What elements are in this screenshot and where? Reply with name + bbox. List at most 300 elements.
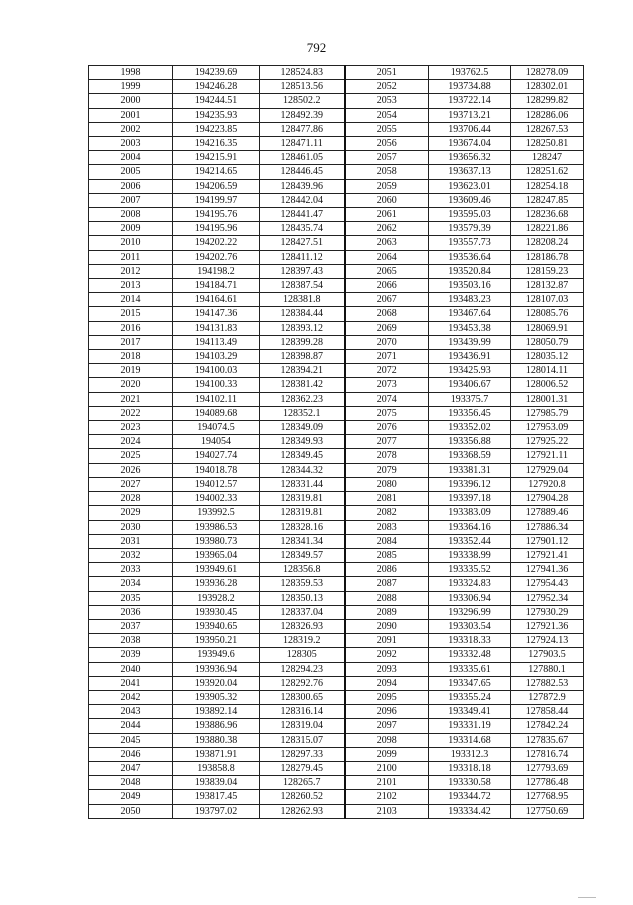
x-coordinate-left-cell: 193797.02 <box>173 804 260 818</box>
y-coordinate-right-cell: 128236.68 <box>511 208 584 222</box>
x-coordinate-left-cell: 193936.28 <box>173 577 260 591</box>
point-number-right-cell: 2070 <box>345 335 429 349</box>
y-coordinate-right-cell: 127793.69 <box>511 761 584 775</box>
point-number-right-cell: 2089 <box>345 605 429 619</box>
x-coordinate-left-cell: 193871.91 <box>173 747 260 761</box>
y-coordinate-right-cell: 127904.28 <box>511 492 584 506</box>
y-coordinate-left-cell: 128319.04 <box>260 719 345 733</box>
y-coordinate-right-cell: 127889.46 <box>511 506 584 520</box>
x-coordinate-left-cell: 194206.59 <box>173 179 260 193</box>
x-coordinate-left-cell: 193930.45 <box>173 605 260 619</box>
point-number-right-cell: 2057 <box>345 151 429 165</box>
x-coordinate-right-cell: 193335.61 <box>429 662 511 676</box>
point-number-left-cell: 2049 <box>89 790 173 804</box>
point-number-right-cell: 2086 <box>345 563 429 577</box>
y-coordinate-left-cell: 128262.93 <box>260 804 345 818</box>
x-coordinate-left-cell: 194102.11 <box>173 392 260 406</box>
x-coordinate-left-cell: 194012.57 <box>173 477 260 491</box>
y-coordinate-right-cell: 127882.53 <box>511 676 584 690</box>
x-coordinate-right-cell: 193637.13 <box>429 165 511 179</box>
x-coordinate-left-cell: 193950.21 <box>173 634 260 648</box>
point-number-right-cell: 2103 <box>345 804 429 818</box>
point-number-left-cell: 2043 <box>89 705 173 719</box>
x-coordinate-left-cell: 193892.14 <box>173 705 260 719</box>
point-number-left-cell: 2026 <box>89 463 173 477</box>
y-coordinate-left-cell: 128381.42 <box>260 378 345 392</box>
x-coordinate-left-cell: 194239.69 <box>173 66 260 80</box>
table-row <box>89 250 584 264</box>
point-number-right-cell: 2064 <box>345 250 429 264</box>
x-coordinate-right-cell: 193503.16 <box>429 279 511 293</box>
x-coordinate-left-cell: 194223.85 <box>173 122 260 136</box>
x-coordinate-left-cell: 193980.73 <box>173 534 260 548</box>
y-coordinate-right-cell: 128006.52 <box>511 378 584 392</box>
y-coordinate-left-cell: 128524.83 <box>260 66 345 80</box>
point-number-right-cell: 2102 <box>345 790 429 804</box>
point-number-right-cell: 2098 <box>345 733 429 747</box>
y-coordinate-left-cell: 128435.74 <box>260 222 345 236</box>
y-coordinate-left-cell: 128384.44 <box>260 307 345 321</box>
y-coordinate-left-cell: 128337.04 <box>260 605 345 619</box>
y-coordinate-left-cell: 128477.86 <box>260 122 345 136</box>
point-number-right-cell: 2087 <box>345 577 429 591</box>
y-coordinate-right-cell: 127930.29 <box>511 605 584 619</box>
x-coordinate-left-cell: 193858.8 <box>173 761 260 775</box>
table-row <box>89 534 584 548</box>
table-row <box>89 492 584 506</box>
y-coordinate-right-cell: 127924.13 <box>511 634 584 648</box>
x-coordinate-right-cell: 193536.64 <box>429 250 511 264</box>
x-coordinate-left-cell: 194018.78 <box>173 463 260 477</box>
table-row <box>89 165 584 179</box>
point-number-left-cell: 2027 <box>89 477 173 491</box>
y-coordinate-right-cell: 127750.69 <box>511 804 584 818</box>
point-number-right-cell: 2075 <box>345 406 429 420</box>
x-coordinate-left-cell: 194195.76 <box>173 208 260 222</box>
x-coordinate-right-cell: 193306.94 <box>429 591 511 605</box>
x-coordinate-left-cell: 194184.71 <box>173 279 260 293</box>
point-number-right-cell: 2061 <box>345 208 429 222</box>
y-coordinate-right-cell: 128247 <box>511 151 584 165</box>
point-number-left-cell: 2021 <box>89 392 173 406</box>
x-coordinate-right-cell: 193439.99 <box>429 335 511 349</box>
x-coordinate-right-cell: 193332.48 <box>429 648 511 662</box>
y-coordinate-left-cell: 128350.13 <box>260 591 345 605</box>
x-coordinate-right-cell: 193396.12 <box>429 477 511 491</box>
x-coordinate-left-cell: 194198.2 <box>173 264 260 278</box>
x-coordinate-right-cell: 193579.39 <box>429 222 511 236</box>
point-number-right-cell: 2062 <box>345 222 429 236</box>
point-number-left-cell: 1998 <box>89 66 173 80</box>
table-row <box>89 733 584 747</box>
point-number-left-cell: 2044 <box>89 719 173 733</box>
x-coordinate-right-cell: 193383.09 <box>429 506 511 520</box>
table-row <box>89 406 584 420</box>
x-coordinate-left-cell: 194089.68 <box>173 406 260 420</box>
y-coordinate-right-cell: 127952.34 <box>511 591 584 605</box>
point-number-left-cell: 2002 <box>89 122 173 136</box>
footer-mark <box>578 897 596 898</box>
table-row <box>89 335 584 349</box>
point-number-right-cell: 2093 <box>345 662 429 676</box>
y-coordinate-left-cell: 128502.2 <box>260 94 345 108</box>
point-number-left-cell: 2018 <box>89 350 173 364</box>
x-coordinate-left-cell: 193949.6 <box>173 648 260 662</box>
table-row <box>89 605 584 619</box>
x-coordinate-left-cell: 193928.2 <box>173 591 260 605</box>
table-row <box>89 350 584 364</box>
x-coordinate-left-cell: 194002.33 <box>173 492 260 506</box>
table-row <box>89 364 584 378</box>
point-number-right-cell: 2082 <box>345 506 429 520</box>
table-row <box>89 548 584 562</box>
y-coordinate-left-cell: 128344.32 <box>260 463 345 477</box>
y-coordinate-left-cell: 128513.56 <box>260 80 345 94</box>
y-coordinate-right-cell: 128267.53 <box>511 122 584 136</box>
point-number-right-cell: 2079 <box>345 463 429 477</box>
x-coordinate-right-cell: 193722.14 <box>429 94 511 108</box>
table-row <box>89 477 584 491</box>
y-coordinate-left-cell: 128381.8 <box>260 293 345 307</box>
point-number-right-cell: 2056 <box>345 137 429 151</box>
table-row <box>89 591 584 605</box>
point-number-left-cell: 2033 <box>89 563 173 577</box>
point-number-left-cell: 2006 <box>89 179 173 193</box>
table-row <box>89 747 584 761</box>
point-number-left-cell: 2029 <box>89 506 173 520</box>
x-coordinate-left-cell: 193905.32 <box>173 690 260 704</box>
point-number-right-cell: 2092 <box>345 648 429 662</box>
y-coordinate-right-cell: 127816.74 <box>511 747 584 761</box>
x-coordinate-right-cell: 193349.41 <box>429 705 511 719</box>
y-coordinate-right-cell: 128107.03 <box>511 293 584 307</box>
x-coordinate-right-cell: 193397.18 <box>429 492 511 506</box>
y-coordinate-right-cell: 127921.36 <box>511 619 584 633</box>
y-coordinate-left-cell: 128349.09 <box>260 421 345 435</box>
point-number-left-cell: 2042 <box>89 690 173 704</box>
y-coordinate-left-cell: 128279.45 <box>260 761 345 775</box>
point-number-left-cell: 2014 <box>89 293 173 307</box>
point-number-right-cell: 2088 <box>345 591 429 605</box>
point-number-left-cell: 2040 <box>89 662 173 676</box>
y-coordinate-right-cell: 127921.11 <box>511 449 584 463</box>
x-coordinate-left-cell: 193949.61 <box>173 563 260 577</box>
x-coordinate-left-cell: 194235.93 <box>173 108 260 122</box>
y-coordinate-left-cell: 128331.44 <box>260 477 345 491</box>
coordinate-table <box>88 65 584 819</box>
table-row <box>89 520 584 534</box>
point-number-left-cell: 2005 <box>89 165 173 179</box>
x-coordinate-left-cell: 193880.38 <box>173 733 260 747</box>
y-coordinate-right-cell: 127835.67 <box>511 733 584 747</box>
point-number-left-cell: 2034 <box>89 577 173 591</box>
x-coordinate-left-cell: 194027.74 <box>173 449 260 463</box>
table-row <box>89 790 584 804</box>
y-coordinate-left-cell: 128359.53 <box>260 577 345 591</box>
table-row <box>89 392 584 406</box>
coordinate-table-body <box>89 66 584 819</box>
y-coordinate-left-cell: 128315.07 <box>260 733 345 747</box>
x-coordinate-left-cell: 193817.45 <box>173 790 260 804</box>
x-coordinate-right-cell: 193375.7 <box>429 392 511 406</box>
table-row <box>89 321 584 335</box>
point-number-left-cell: 2024 <box>89 435 173 449</box>
x-coordinate-left-cell: 194113.49 <box>173 335 260 349</box>
table-row <box>89 264 584 278</box>
y-coordinate-right-cell: 127872.9 <box>511 690 584 704</box>
y-coordinate-right-cell: 128250.81 <box>511 137 584 151</box>
table-row <box>89 690 584 704</box>
table-row <box>89 676 584 690</box>
y-coordinate-left-cell: 128394.21 <box>260 364 345 378</box>
y-coordinate-left-cell: 128398.87 <box>260 350 345 364</box>
point-number-right-cell: 2052 <box>345 80 429 94</box>
point-number-left-cell: 2020 <box>89 378 173 392</box>
y-coordinate-right-cell: 128299.82 <box>511 94 584 108</box>
page-number: 792 <box>306 40 327 55</box>
x-coordinate-right-cell: 193425.93 <box>429 364 511 378</box>
point-number-right-cell: 2067 <box>345 293 429 307</box>
point-number-right-cell: 2072 <box>345 364 429 378</box>
x-coordinate-right-cell: 193331.19 <box>429 719 511 733</box>
point-number-left-cell: 2000 <box>89 94 173 108</box>
table-row <box>89 80 584 94</box>
y-coordinate-left-cell: 128349.57 <box>260 548 345 562</box>
point-number-right-cell: 2054 <box>345 108 429 122</box>
point-number-right-cell: 2066 <box>345 279 429 293</box>
table-row <box>89 804 584 818</box>
y-coordinate-left-cell: 128265.7 <box>260 776 345 790</box>
point-number-left-cell: 2009 <box>89 222 173 236</box>
table-row <box>89 648 584 662</box>
y-coordinate-right-cell: 127903.5 <box>511 648 584 662</box>
point-number-left-cell: 2025 <box>89 449 173 463</box>
point-number-right-cell: 2083 <box>345 520 429 534</box>
y-coordinate-right-cell: 128251.62 <box>511 165 584 179</box>
point-number-left-cell: 2004 <box>89 151 173 165</box>
table-row <box>89 378 584 392</box>
point-number-left-cell: 2019 <box>89 364 173 378</box>
point-number-left-cell: 1999 <box>89 80 173 94</box>
y-coordinate-left-cell: 128305 <box>260 648 345 662</box>
y-coordinate-left-cell: 128300.65 <box>260 690 345 704</box>
point-number-left-cell: 2017 <box>89 335 173 349</box>
point-number-right-cell: 2068 <box>345 307 429 321</box>
table-row <box>89 577 584 591</box>
y-coordinate-left-cell: 128411.12 <box>260 250 345 264</box>
point-number-left-cell: 2022 <box>89 406 173 420</box>
y-coordinate-right-cell: 128069.91 <box>511 321 584 335</box>
point-number-right-cell: 2095 <box>345 690 429 704</box>
table-row <box>89 634 584 648</box>
point-number-right-cell: 2100 <box>345 761 429 775</box>
y-coordinate-left-cell: 128328.16 <box>260 520 345 534</box>
point-number-left-cell: 2012 <box>89 264 173 278</box>
x-coordinate-right-cell: 193453.38 <box>429 321 511 335</box>
point-number-right-cell: 2090 <box>345 619 429 633</box>
point-number-left-cell: 2015 <box>89 307 173 321</box>
y-coordinate-right-cell: 128035.12 <box>511 350 584 364</box>
point-number-right-cell: 2069 <box>345 321 429 335</box>
x-coordinate-right-cell: 193318.33 <box>429 634 511 648</box>
x-coordinate-left-cell: 194103.29 <box>173 350 260 364</box>
point-number-right-cell: 2097 <box>345 719 429 733</box>
table-row <box>89 293 584 307</box>
y-coordinate-right-cell: 127842.24 <box>511 719 584 733</box>
y-coordinate-right-cell: 127985.79 <box>511 406 584 420</box>
y-coordinate-left-cell: 128442.04 <box>260 193 345 207</box>
y-coordinate-right-cell: 127929.04 <box>511 463 584 477</box>
point-number-left-cell: 2003 <box>89 137 173 151</box>
x-coordinate-left-cell: 193965.04 <box>173 548 260 562</box>
point-number-right-cell: 2074 <box>345 392 429 406</box>
point-number-right-cell: 2101 <box>345 776 429 790</box>
y-coordinate-left-cell: 128356.8 <box>260 563 345 577</box>
point-number-left-cell: 2047 <box>89 761 173 775</box>
y-coordinate-left-cell: 128319.2 <box>260 634 345 648</box>
x-coordinate-left-cell: 193886.96 <box>173 719 260 733</box>
point-number-left-cell: 2031 <box>89 534 173 548</box>
y-coordinate-right-cell: 128247.85 <box>511 193 584 207</box>
point-number-left-cell: 2011 <box>89 250 173 264</box>
point-number-left-cell: 2001 <box>89 108 173 122</box>
x-coordinate-right-cell: 193557.73 <box>429 236 511 250</box>
y-coordinate-right-cell: 128001.31 <box>511 392 584 406</box>
table-row <box>89 435 584 449</box>
point-number-left-cell: 2045 <box>89 733 173 747</box>
x-coordinate-right-cell: 193334.42 <box>429 804 511 818</box>
table-row <box>89 151 584 165</box>
x-coordinate-right-cell: 193296.99 <box>429 605 511 619</box>
point-number-right-cell: 2076 <box>345 421 429 435</box>
point-number-left-cell: 2032 <box>89 548 173 562</box>
point-number-right-cell: 2085 <box>345 548 429 562</box>
x-coordinate-right-cell: 193338.99 <box>429 548 511 562</box>
y-coordinate-right-cell: 128221.86 <box>511 222 584 236</box>
x-coordinate-left-cell: 193992.5 <box>173 506 260 520</box>
y-coordinate-left-cell: 128316.14 <box>260 705 345 719</box>
x-coordinate-left-cell: 194246.28 <box>173 80 260 94</box>
x-coordinate-right-cell: 193381.31 <box>429 463 511 477</box>
table-row <box>89 108 584 122</box>
x-coordinate-right-cell: 193467.64 <box>429 307 511 321</box>
y-coordinate-left-cell: 128439.96 <box>260 179 345 193</box>
x-coordinate-right-cell: 193762.5 <box>429 66 511 80</box>
x-coordinate-right-cell: 193609.46 <box>429 193 511 207</box>
x-coordinate-left-cell: 194215.91 <box>173 151 260 165</box>
x-coordinate-left-cell: 193936.94 <box>173 662 260 676</box>
y-coordinate-right-cell: 128186.78 <box>511 250 584 264</box>
table-row <box>89 619 584 633</box>
y-coordinate-left-cell: 128427.51 <box>260 236 345 250</box>
x-coordinate-right-cell: 193318.18 <box>429 761 511 775</box>
point-number-right-cell: 2099 <box>345 747 429 761</box>
table-row <box>89 662 584 676</box>
x-coordinate-right-cell: 193303.54 <box>429 619 511 633</box>
point-number-left-cell: 2007 <box>89 193 173 207</box>
table-row <box>89 421 584 435</box>
x-coordinate-right-cell: 193623.01 <box>429 179 511 193</box>
point-number-left-cell: 2038 <box>89 634 173 648</box>
y-coordinate-right-cell: 127953.09 <box>511 421 584 435</box>
x-coordinate-right-cell: 193352.44 <box>429 534 511 548</box>
point-number-right-cell: 2051 <box>345 66 429 80</box>
y-coordinate-right-cell: 127920.8 <box>511 477 584 491</box>
point-number-left-cell: 2048 <box>89 776 173 790</box>
y-coordinate-right-cell: 127925.22 <box>511 435 584 449</box>
x-coordinate-right-cell: 193335.52 <box>429 563 511 577</box>
point-number-left-cell: 2030 <box>89 520 173 534</box>
y-coordinate-right-cell: 128050.79 <box>511 335 584 349</box>
y-coordinate-right-cell: 128132.87 <box>511 279 584 293</box>
x-coordinate-right-cell: 193344.72 <box>429 790 511 804</box>
y-coordinate-left-cell: 128393.12 <box>260 321 345 335</box>
table-row <box>89 137 584 151</box>
point-number-right-cell: 2073 <box>345 378 429 392</box>
x-coordinate-right-cell: 193368.59 <box>429 449 511 463</box>
x-coordinate-right-cell: 193674.04 <box>429 137 511 151</box>
x-coordinate-left-cell: 193920.04 <box>173 676 260 690</box>
y-coordinate-left-cell: 128362.23 <box>260 392 345 406</box>
x-coordinate-right-cell: 193406.67 <box>429 378 511 392</box>
x-coordinate-left-cell: 194202.22 <box>173 236 260 250</box>
y-coordinate-left-cell: 128326.93 <box>260 619 345 633</box>
x-coordinate-right-cell: 193364.16 <box>429 520 511 534</box>
point-number-right-cell: 2081 <box>345 492 429 506</box>
table-row <box>89 208 584 222</box>
table-row <box>89 463 584 477</box>
point-number-right-cell: 2096 <box>345 705 429 719</box>
x-coordinate-right-cell: 193347.65 <box>429 676 511 690</box>
x-coordinate-right-cell: 193324.83 <box>429 577 511 591</box>
y-coordinate-right-cell: 128159.23 <box>511 264 584 278</box>
x-coordinate-left-cell: 194195.96 <box>173 222 260 236</box>
y-coordinate-right-cell: 127880.1 <box>511 662 584 676</box>
table-row <box>89 279 584 293</box>
point-number-left-cell: 2046 <box>89 747 173 761</box>
y-coordinate-right-cell: 128302.01 <box>511 80 584 94</box>
table-row <box>89 66 584 80</box>
y-coordinate-left-cell: 128349.45 <box>260 449 345 463</box>
y-coordinate-right-cell: 127886.34 <box>511 520 584 534</box>
x-coordinate-left-cell: 194100.33 <box>173 378 260 392</box>
point-number-right-cell: 2053 <box>345 94 429 108</box>
y-coordinate-right-cell: 128286.06 <box>511 108 584 122</box>
table-row <box>89 776 584 790</box>
y-coordinate-left-cell: 128349.93 <box>260 435 345 449</box>
y-coordinate-right-cell: 127901.12 <box>511 534 584 548</box>
table-row <box>89 449 584 463</box>
point-number-left-cell: 2036 <box>89 605 173 619</box>
point-number-right-cell: 2071 <box>345 350 429 364</box>
x-coordinate-right-cell: 193356.88 <box>429 435 511 449</box>
y-coordinate-left-cell: 128292.76 <box>260 676 345 690</box>
point-number-right-cell: 2084 <box>345 534 429 548</box>
x-coordinate-right-cell: 193436.91 <box>429 350 511 364</box>
table-row <box>89 761 584 775</box>
x-coordinate-right-cell: 193352.02 <box>429 421 511 435</box>
table-row <box>89 705 584 719</box>
point-number-left-cell: 2008 <box>89 208 173 222</box>
x-coordinate-right-cell: 193312.3 <box>429 747 511 761</box>
point-number-right-cell: 2059 <box>345 179 429 193</box>
point-number-right-cell: 2080 <box>345 477 429 491</box>
y-coordinate-right-cell: 128014.11 <box>511 364 584 378</box>
y-coordinate-right-cell: 128254.18 <box>511 179 584 193</box>
y-coordinate-right-cell: 127921.41 <box>511 548 584 562</box>
y-coordinate-right-cell: 127954.43 <box>511 577 584 591</box>
table-row <box>89 179 584 193</box>
